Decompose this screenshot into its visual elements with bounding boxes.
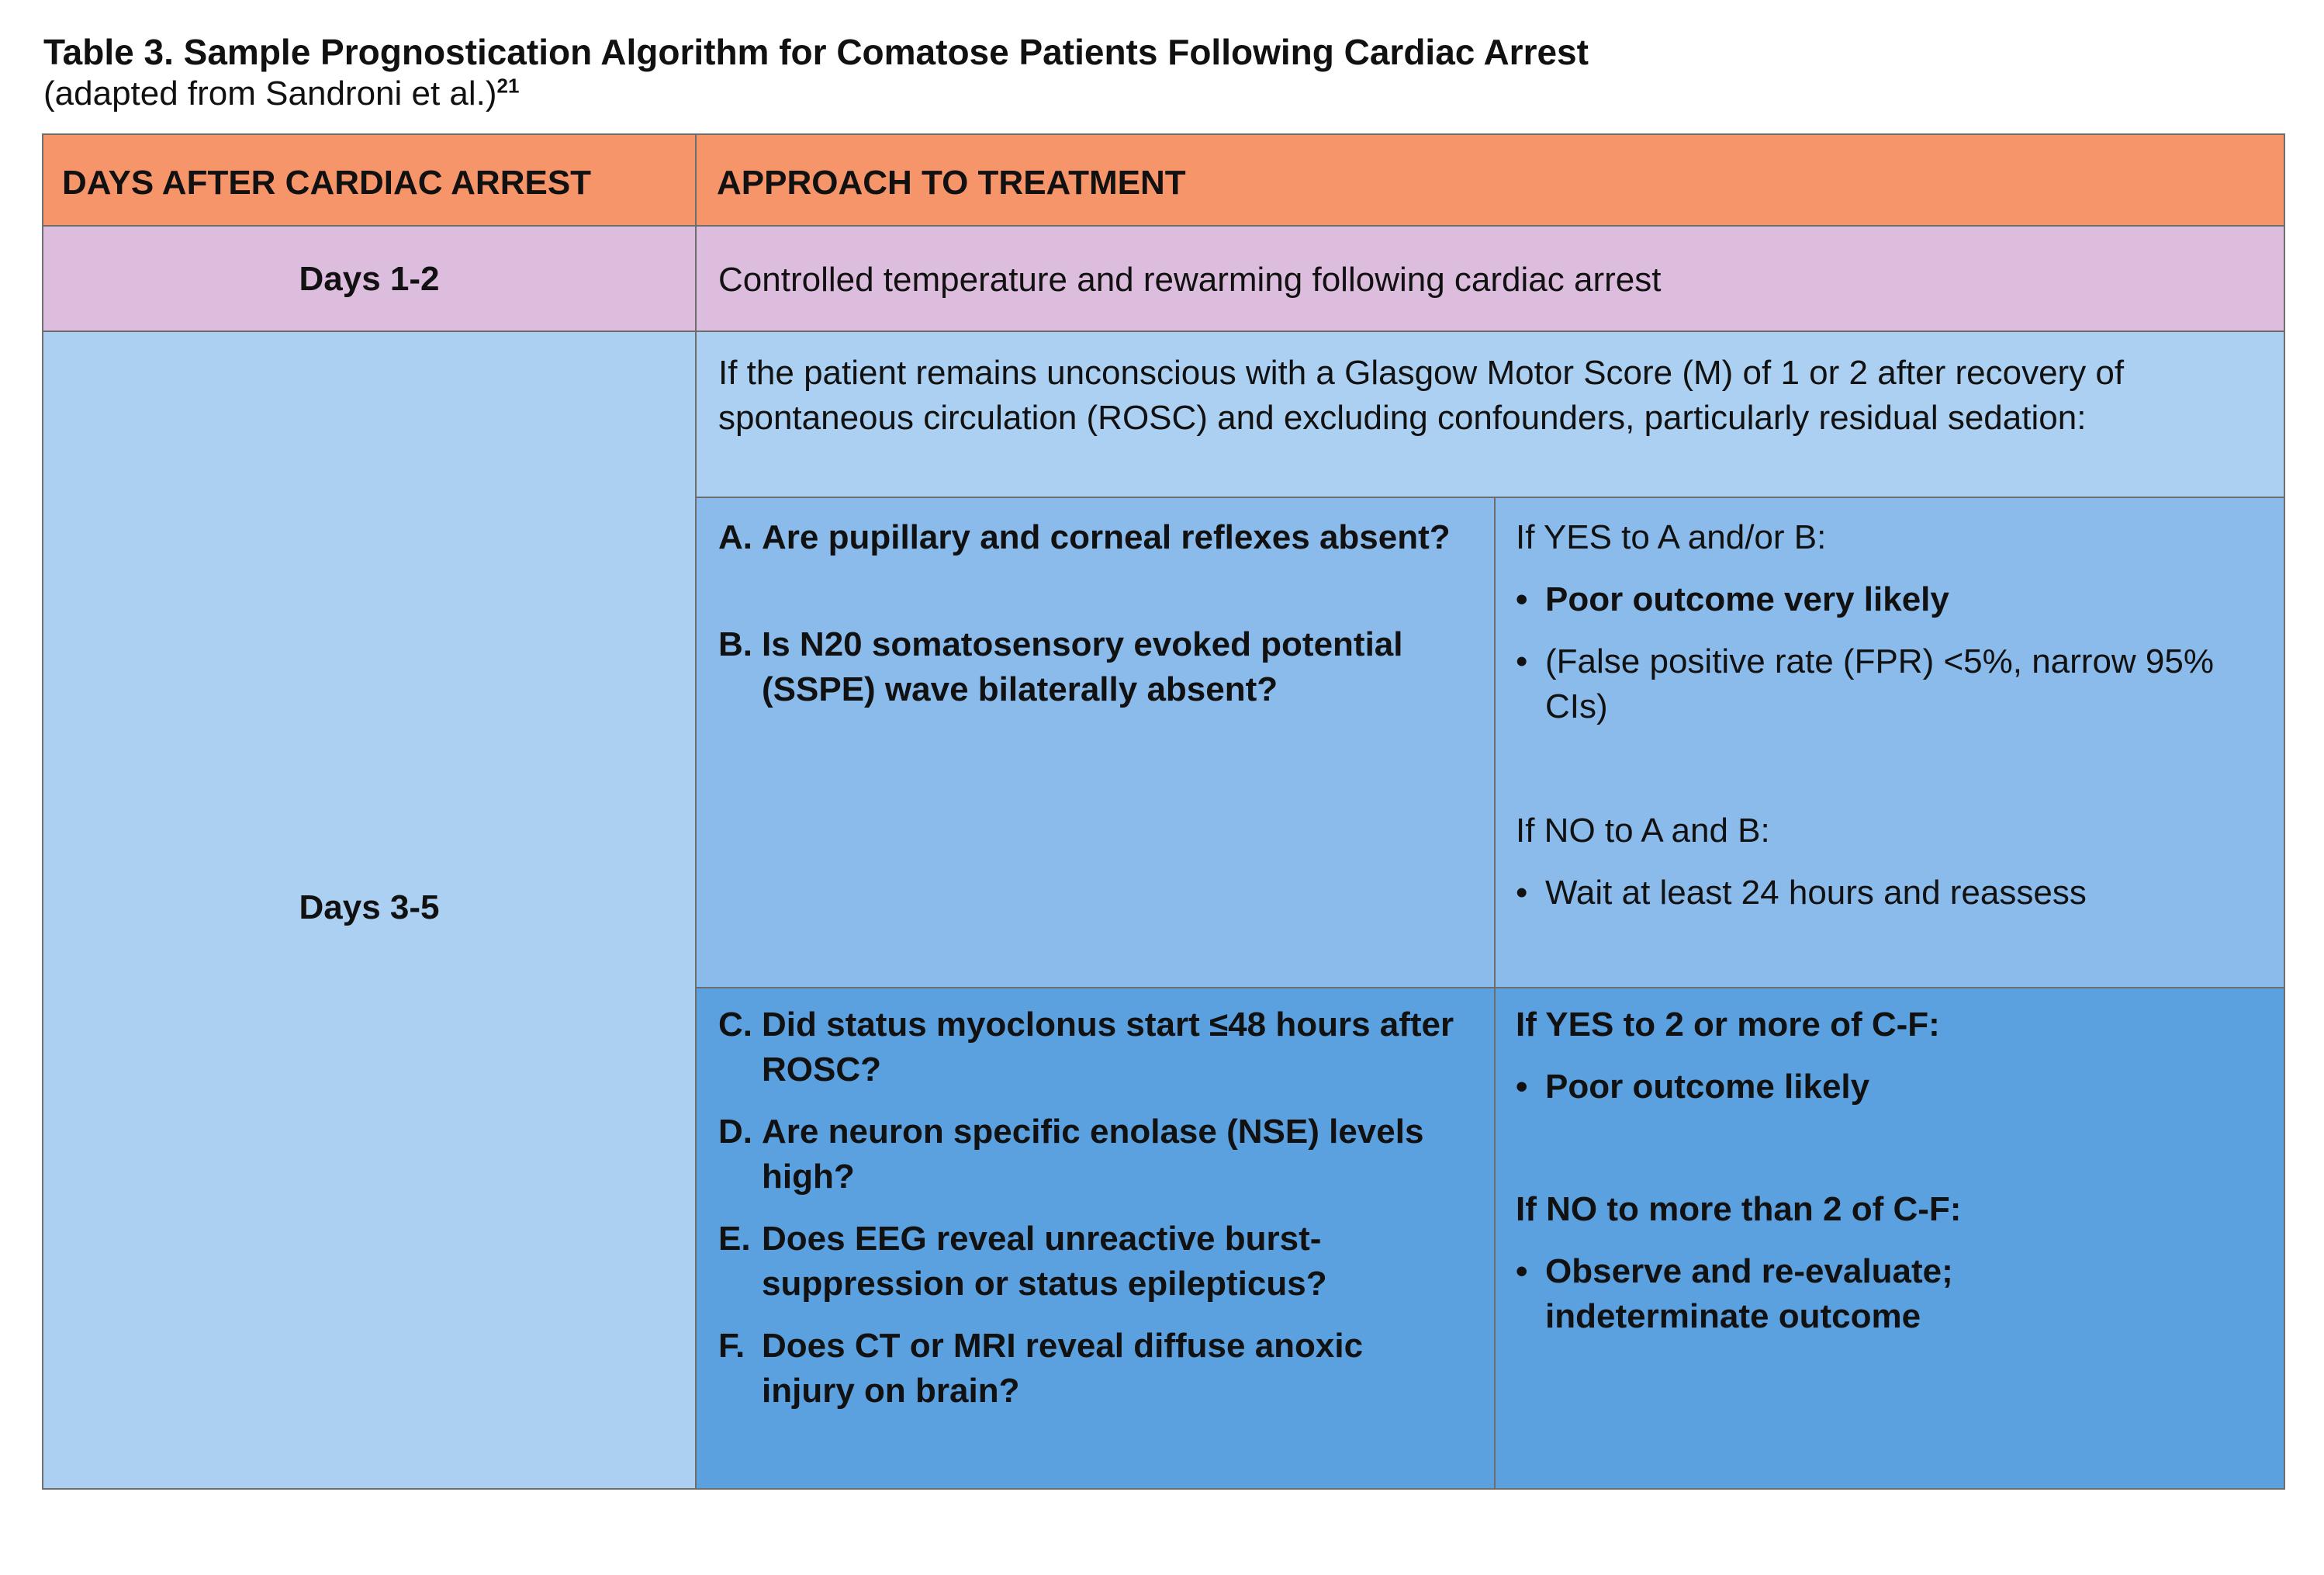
no-heading: If NO to A and B: [1516, 812, 1770, 850]
block-cf-outcome-cell [1494, 987, 2285, 1490]
question-item [718, 622, 1463, 712]
outcome-bullet [1516, 577, 2260, 622]
yes-heading: If YES to 2 or more of C-F: [1516, 1006, 1940, 1044]
question-text: Did status myoclonus start ≤48 hours after ROSC? [762, 1006, 1454, 1089]
question-text: Are pupillary and corneal reflexes absent? [762, 518, 1451, 556]
header-cell-days [42, 133, 697, 227]
outcome-bullet [1516, 1064, 2260, 1109]
question-letter: F. [718, 1327, 745, 1365]
row1-treatment-text: Controlled temperature and rewarming following cardiac arrest [718, 261, 1662, 299]
row2-intro-text: If the patient remains unconscious with a Glasgow Motor Score (M) of 1 or 2 after recovery of spontaneous circulation (ROSC) and excluding confounders, particularly residual sedation: [718, 354, 2125, 437]
block-ab-outcome-cell [1494, 497, 2285, 988]
row1-days-cell [42, 225, 697, 332]
question-item [718, 1109, 1463, 1199]
row2-days-label: Days 3-5 [299, 888, 440, 926]
question-letter: C. [718, 1006, 752, 1044]
outcome-bullet [1516, 1249, 2028, 1339]
table-title: Table 3. Sample Prognostication Algorithm for Comatose Patients Following Cardiac Arrest [43, 32, 1589, 72]
block-cf-questions-cell [695, 987, 1496, 1490]
table-subtitle [43, 73, 519, 115]
question-item [718, 1002, 1463, 1092]
no-heading: If NO to more than 2 of C-F: [1516, 1190, 1962, 1228]
footnote-ref: 21 [496, 74, 520, 98]
header-days-label: DAYS AFTER CARDIAC ARREST [62, 164, 592, 202]
question-item [718, 1217, 1463, 1307]
question-text: Is N20 somatosensory evoked potential (SSPE) wave bilaterally absent? [762, 625, 1403, 708]
bullet-dot: • [1516, 642, 1528, 680]
bullet-text: Poor outcome very likely [1545, 580, 1949, 618]
block-ab-questions-cell [695, 497, 1496, 988]
row1-days-label: Days 1-2 [299, 260, 440, 298]
bullet-dot: • [1516, 874, 1528, 912]
question-text: Are neuron specific enolase (NSE) levels high? [762, 1113, 1424, 1196]
outcome-bullet [1516, 639, 2260, 729]
bullet-text: Poor outcome likely [1545, 1068, 1870, 1106]
question-text: Does CT or MRI reveal diffuse anoxic injury on brain? [762, 1327, 1364, 1410]
question-letter: B. [718, 625, 752, 663]
bullet-text: Observe and re-evaluate; indeterminate outcome [1545, 1252, 1953, 1335]
question-letter: A. [718, 518, 752, 556]
row2-days-cell [42, 331, 697, 1490]
bullet-dot: • [1516, 580, 1528, 618]
header-treatment-label: APPROACH TO TREATMENT [717, 164, 1186, 202]
bullet-dot: • [1516, 1068, 1528, 1106]
question-letter: E. [718, 1220, 751, 1258]
outcome-bullet [1516, 871, 2260, 916]
yes-heading: If YES to A and/or B: [1516, 518, 1827, 556]
header-cell-treatment [695, 133, 2285, 227]
row2-intro-cell [695, 331, 2285, 498]
question-letter: D. [718, 1113, 752, 1151]
question-item [718, 1324, 1463, 1414]
question-item [718, 515, 1463, 560]
row1-treatment-cell [695, 225, 2285, 332]
bullet-text: Wait at least 24 hours and reassess [1545, 874, 2087, 912]
subtitle-text: (adapted from Sandroni et al.) [43, 74, 497, 112]
bullet-text: (False positive rate (FPR) <5%, narrow 95% CIs) [1545, 642, 2214, 725]
bullet-dot: • [1516, 1252, 1528, 1290]
question-text: Does EEG reveal unreactive burst-suppression or status epilepticus? [762, 1220, 1327, 1303]
